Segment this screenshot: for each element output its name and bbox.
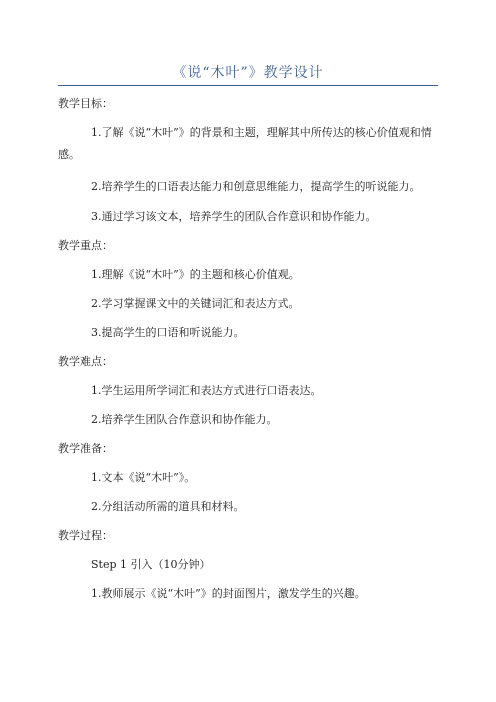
preparation-item-1: 1.文本《说“木叶”》。 [91,471,196,484]
key-point-3: 3.提高学生的口语和听说能力。 [91,326,245,339]
process-step-1-item-1: 1.教师展示《说“木叶”》的封面图片，激发学生的兴趣。 [91,587,366,600]
title-underline [58,85,438,86]
preparation-item-2: 2.分组活动所需的道具和材料。 [91,500,245,513]
difficult-point-2: 2.培养学生团队合作意识和协作能力。 [91,413,278,426]
goal-item-1: 1.了解《说“木叶”》的背景和主题，理解其中所传达的核心价值观和情感。 [58,126,432,161]
preparation-heading: 教学准备： [58,442,113,455]
key-point-2: 2.学习掌握课文中的关键词汇和表达方式。 [91,297,300,310]
key-points-heading: 教学重点： [58,239,113,252]
process-step-1: Step 1 引入（10分钟） [91,558,211,571]
goal-item-2: 2.培养学生的口语表达能力和创意思维能力，提高学生的听说能力。 [91,180,421,193]
difficult-point-1: 1.学生运用所学词汇和表达方式进行口语表达。 [91,384,322,397]
goal-item-3: 3.通过学习该文本，培养学生的团队合作意识和协作能力。 [91,210,377,223]
difficult-points-heading: 教学难点： [58,355,113,368]
key-point-1: 1.理解《说“木叶”》的主题和核心价值观。 [91,268,300,281]
document-title: 《说“木叶”》教学设计 [172,65,324,81]
process-heading: 教学过程： [58,529,113,542]
goals-heading: 教学目标： [58,97,113,110]
